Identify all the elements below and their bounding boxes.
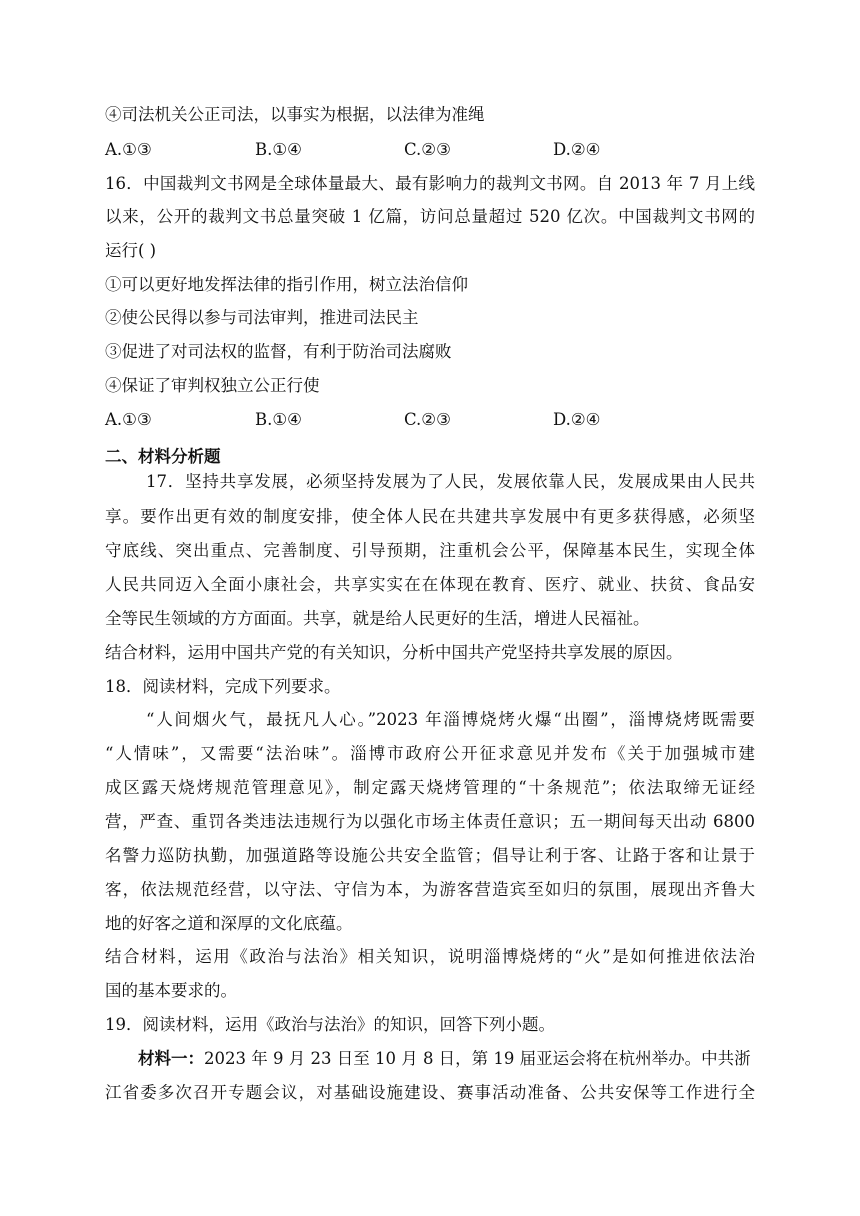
q19-material-label: 材料一： (138, 1049, 204, 1068)
q18-material-line-5: 名警力巡防执勤，加强道路等设施公共安全监管；倡导让利于客、让路于客和让景于 (105, 846, 755, 865)
q16-stem-line-3: 运行( ) (105, 241, 157, 260)
q16-option-b: B.①④ (255, 410, 302, 429)
q18-question-line-1: 结合材料，运用《政治与法治》相关知识，说明淄博烧烤的“火”是如何推进依法治 (105, 947, 755, 966)
q18-material-line-6: 客，依法规范经营，以守法、守信为本，为游客营造宾至如归的氛围，展现出齐鲁大 (105, 880, 755, 899)
q15-option-a: A.①③ (105, 140, 152, 159)
q18-stem: 18．阅读材料，完成下列要求。 (105, 677, 341, 696)
q16-stem-line-1: 16．中国裁判文书网是全球体量最大、最有影响力的裁判文书网。自 2013 年 7 月上线 (105, 174, 755, 193)
q16-option-d: D.②④ (553, 410, 601, 429)
q19-material-line-1 (138, 1047, 755, 1071)
q17-material-line-4: 人民共同迈入全面小康社会，共享实实在在体现在教育、医疗、就业、扶贫、食品安 (105, 575, 755, 594)
q18-material-line-2: “人情味”，又需要“法治味”。淄博市政府公开征求意见并发布《关于加强城市建 (105, 744, 755, 763)
q17-material-line-2: 享。要作出更有效的制度安排，使全体人民在共建共享发展中有更多获得感，必须坚 (105, 507, 755, 526)
q19-stem: 19．阅读材料，运用《政治与法治》的知识，回答下列小题。 (105, 1015, 555, 1034)
q18-material-line-4: 营，严查、重罚各类违法违规行为以强化市场主体责任意识；五一期间每天出动 6800 (105, 812, 755, 831)
q18-material-line-1: “人间烟火气，最抚凡人心。”2023 年淄博烧烤火爆“出圈”，淄博烧烤既需要 (146, 710, 755, 729)
q17-material-line-5: 全等民生领域的方方面面。共享，就是给人民更好的生活，增进人民福祉。 (105, 609, 650, 628)
q16-stem-line-2: 以来，公开的裁判文书总量突破 1 亿篇，访问总量超过 520 亿次。中国裁判文书网的 (105, 207, 755, 226)
q17-material-line-3: 守底线、突出重点、完善制度、引导预期，注重机会公平，保障基本民生，实现全体 (105, 541, 755, 560)
q16-option-c: C.②③ (404, 410, 451, 429)
q17-material-line-1: 17．坚持共享发展，必须坚持发展为了人民，发展依靠人民，发展成果由人民共 (146, 472, 755, 491)
q15-item-4: ④司法机关公正司法，以事实为根据，以法律为准绳 (105, 105, 485, 124)
q19-material-text-1: 2023 年 9 月 23 日至 10 月 8 日，第 19 届亚运会将在杭州举办。中共浙 (204, 1049, 751, 1068)
section-heading: 二、材料分析题 (105, 447, 221, 466)
q18-material-line-7: 地的好客之道和深厚的文化底蕴。 (105, 914, 353, 933)
q19-material-line-2: 江省委多次召开专题会议，对基础设施建设、赛事活动准备、公共安保等工作进行全 (105, 1083, 755, 1102)
q18-material-line-3: 成区露天烧烤规范管理意见》，制定露天烧烤管理的“十条规范”；依法取缔无证经 (105, 778, 755, 797)
q17-question: 结合材料，运用中国共产党的有关知识，分析中国共产党坚持共享发展的原因。 (105, 643, 683, 662)
q16-option-a: A.①③ (105, 410, 152, 429)
q15-option-d: D.②④ (553, 140, 601, 159)
q16-item-4: ④保证了审判权独立公正行使 (105, 376, 320, 395)
q16-item-3: ③促进了对司法权的监督，有利于防治司法腐败 (105, 342, 452, 361)
q15-option-c: C.②③ (404, 140, 451, 159)
q16-item-1: ①可以更好地发挥法律的指引作用，树立法治信仰 (105, 275, 468, 294)
q15-option-b: B.①④ (255, 140, 302, 159)
q16-item-2: ②使公民得以参与司法审判，推进司法民主 (105, 308, 419, 327)
q18-question-line-2: 国的基本要求的。 (105, 981, 237, 1000)
